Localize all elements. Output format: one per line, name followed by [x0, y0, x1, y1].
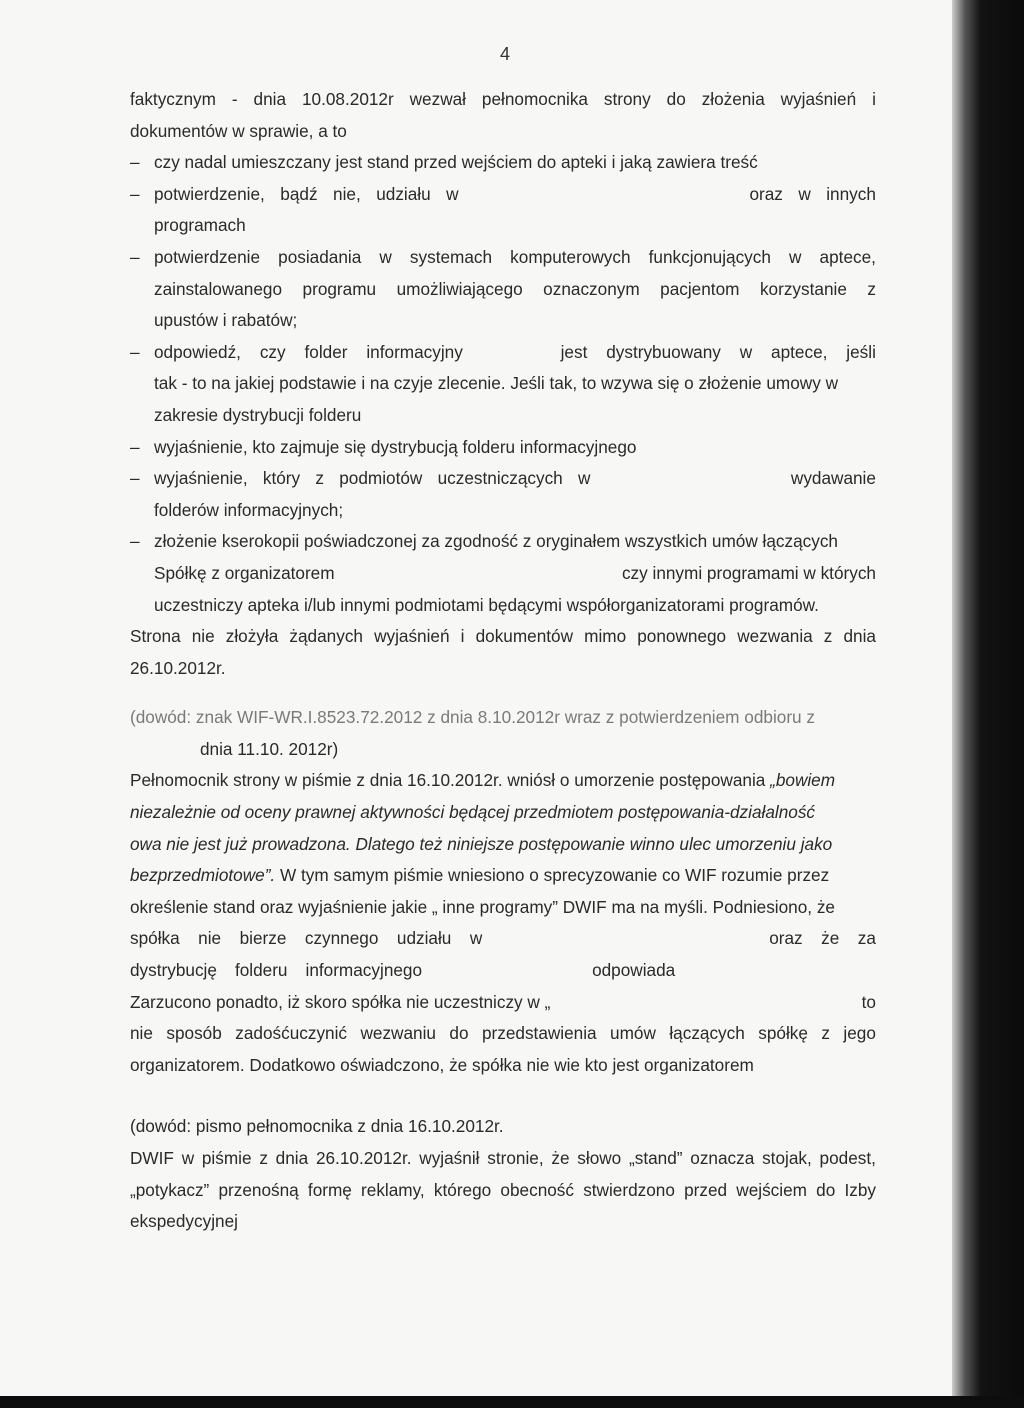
bullet-item-2-text: – potwierdzenie, bądź nie, udziału w oraz w innych [154, 183, 876, 204]
word: w [789, 246, 802, 267]
word: stronie, [487, 1148, 544, 1168]
word: funkcjonujących [648, 246, 771, 267]
spacer [130, 1081, 876, 1111]
word: ponownego [637, 626, 727, 647]
word: obecność [500, 1179, 574, 1200]
word: przenośną [218, 1179, 299, 1200]
word: dokumentów [475, 626, 574, 647]
word: i [872, 89, 876, 109]
bullet-item-6-text: – wyjaśnienie, który z podmiotów uczestniczących w wydawanie [154, 468, 876, 489]
word: programu [302, 278, 377, 299]
bullet-item-3 [130, 242, 876, 274]
word: wezwał [409, 89, 466, 109]
word: nie [191, 626, 215, 647]
paragraph-3-line-10: organizatorem. Dodatkowo oświadczono, że spółka nie wie kto jest organizatorem [130, 1054, 754, 1075]
word: i [460, 626, 465, 647]
word: wyjaśnień [780, 89, 857, 109]
word: zadośćuczynić [235, 1023, 348, 1044]
word: Strona [130, 626, 181, 647]
paragraph-4-line-3: ekspedycyjnej [130, 1211, 238, 1232]
paragraph-3-line-2: niezależnie od oceny prawnej aktywności będącej przedmiotem postępowania-działalność [130, 802, 816, 823]
paragraph-3-line-6: spółka nie bierze czynnego udziału w oraz że za [130, 928, 876, 949]
word: mimo [584, 626, 627, 647]
word: wyjaśnień [374, 626, 450, 647]
scan-dark-edge-right [952, 0, 1024, 1408]
word: formę [307, 1179, 352, 1200]
word: pełnomocnika [481, 89, 588, 109]
word: do [816, 1179, 836, 1200]
bullet-item-5: – wyjaśnienie, kto zajmuje się dystrybucją folderu informacyjnego [130, 432, 876, 464]
word: umów [610, 1023, 656, 1044]
spacer [130, 684, 876, 702]
bullet-item-3-line-2 [130, 274, 876, 306]
word: 10.08.2012r [301, 89, 394, 109]
word: podest, [819, 1148, 876, 1168]
scan-dark-edge-bottom [0, 1396, 1024, 1408]
bullet-item-2 [130, 179, 876, 211]
word: przedstawienia [481, 1023, 597, 1044]
word: do [666, 89, 686, 109]
document-body [130, 84, 876, 1238]
word: Izby [844, 1179, 876, 1200]
word: z [867, 278, 876, 299]
word: stwierdzono [583, 1179, 675, 1200]
evidence-reference-2: (dowód: pismo pełnomocnika z dnia 16.10.2012r. [130, 1116, 504, 1137]
bullet-item-7-line-2: Spółkę z organizatorem czy innymi programami w których [154, 562, 876, 583]
word: reklamy, [361, 1179, 425, 1200]
word: nie [130, 1023, 153, 1044]
word: że [551, 1148, 570, 1168]
word: - [231, 89, 238, 109]
word: umożliwiającego [396, 278, 523, 299]
bullet-item-6 [130, 463, 876, 495]
bullet-item-2-cont: programach [154, 215, 246, 236]
bullet-item-7: – złożenie kserokopii poświadczonej za zgodność z oryginałem wszystkich umów łączących [130, 526, 876, 558]
word: w [181, 1148, 195, 1168]
word: „potykacz” [130, 1179, 210, 1200]
word: z [821, 1023, 830, 1044]
bullet-item-4-line-2: tak - to na jakiej podstawie i na czyje zlecenie. Jeśli tak, to wzywa się o złożenie umowy w [154, 373, 838, 394]
paragraph-3-line-9 [130, 1018, 876, 1050]
evidence-reference-1-line-2: dnia 11.10. 2012r) [200, 738, 339, 759]
word: komputerowych [510, 246, 631, 267]
word: dnia [275, 1148, 309, 1168]
page-number: 4 [500, 44, 511, 64]
word: wezwania [737, 626, 813, 647]
word: posiadania [278, 246, 362, 267]
paragraph-1-line-1 [130, 84, 876, 116]
word: wejściem [736, 1179, 807, 1200]
word: łączących [669, 1023, 745, 1044]
word: którego [433, 1179, 492, 1200]
word: wezwaniu [360, 1023, 436, 1044]
bullet-item-3-text [154, 242, 876, 274]
word: żądanych [289, 626, 363, 647]
paragraph-4-line-2 [130, 1175, 876, 1207]
word: piśmie [201, 1148, 252, 1168]
word: słowo [577, 1148, 622, 1168]
word: systemach [409, 246, 493, 267]
bullet-item-4-line-3: zakresie dystrybucji folderu [154, 404, 362, 425]
paragraph-4-line-1 [130, 1143, 876, 1175]
word: DWIF [130, 1148, 174, 1168]
word: zainstalowanego [154, 278, 283, 299]
word: sposób [166, 1023, 222, 1044]
word: złożyła [225, 626, 279, 647]
paragraph-3-line-7: dystrybucję folderu informacyjnego odpowiada [130, 960, 676, 981]
word: złożenia [701, 89, 765, 109]
word: – potwierdzenie [154, 246, 261, 267]
bullet-item-1: – czy nadal umieszczany jest stand przed wejściem do apteki i jaką zawiera treść [130, 147, 876, 179]
word: strony [603, 89, 651, 109]
paragraph-3-line-3: owa nie jest już prowadzona. Dlatego też niniejsze postępowanie winno ulec umorzeniu jako [130, 833, 833, 854]
word: oznacza [690, 1148, 755, 1168]
word: korzystanie [759, 278, 847, 299]
word: aptece, [819, 246, 876, 267]
bullet-item-4 [130, 337, 876, 369]
word: wyjaśnił [419, 1148, 480, 1168]
paragraph-1-line-2: dokumentów w sprawie, a to [130, 120, 347, 141]
word: w [379, 246, 392, 267]
word: dnia [843, 626, 876, 647]
bullet-item-4-text: – odpowiedź, czy folder informacyjny jest dystrybuowany w aptece, jeśli [154, 341, 876, 362]
word: jego [843, 1023, 876, 1044]
word: pacjentom [660, 278, 740, 299]
word: do [449, 1023, 469, 1044]
evidence-reference-1: (dowód: znak WIF-WR.I.8523.72.2012 z dnia 8.10.2012r wraz z potwierdzeniem odbioru z [130, 707, 815, 728]
word: z [259, 1148, 268, 1168]
paragraph-2-line-2: 26.10.2012r. [130, 657, 226, 678]
paragraph-3-line-8: Zarzucono ponadto, iż skoro spółka nie uczestniczy w „ to [130, 991, 876, 1012]
paragraph-3-line-1: Pełnomocnik strony w piśmie z dnia 16.10.2012r. wniósł o umorzenie postępowania „bowiem [130, 770, 836, 791]
word: dnia [253, 89, 287, 109]
paragraph-2-line-1 [130, 621, 876, 653]
word: „stand” [629, 1148, 683, 1168]
word: oznaczonym [543, 278, 640, 299]
word: stojak, [762, 1148, 812, 1168]
word: faktycznym [130, 89, 216, 109]
paragraph-3-line-4: bezprzedmiotowe”. W tym samym piśmie wniesiono o sprecyzowanie co WIF rozumie przez [130, 865, 830, 886]
paragraph-3-line-5: określenie stand oraz wyjaśnienie jakie „ inne programy” DWIF ma na myśli. Podniesiono, że [130, 896, 835, 917]
word: spółkę [758, 1023, 808, 1044]
word: przed [684, 1179, 728, 1200]
word: z [823, 626, 833, 647]
word: 26.10.2012r. [315, 1148, 412, 1168]
bullet-item-3-line-3: upustów i rabatów; [154, 310, 298, 331]
bullet-item-6-line-2: folderów informacyjnych; [154, 499, 344, 520]
bullet-item-7-line-3: uczestniczy apteka i/lub innymi podmiotami będącymi współorganizatorami programów. [154, 594, 819, 615]
